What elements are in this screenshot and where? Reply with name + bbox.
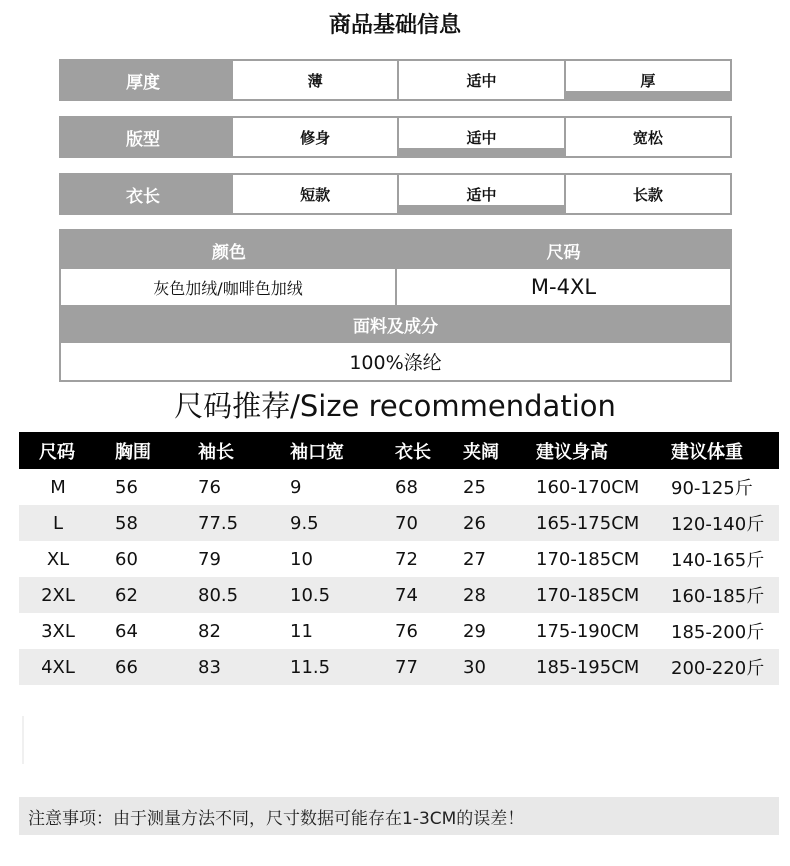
table-cell: 82 — [198, 620, 221, 642]
size-label: 尺码 — [546, 242, 581, 263]
table-cell: 4XL — [41, 656, 75, 678]
attr-option: 短款 — [233, 175, 397, 213]
attr-row-length — [59, 173, 732, 215]
table-cell: 68 — [395, 476, 418, 498]
size-value: M-4XL — [530, 275, 597, 299]
table-cell: 140-165斤 — [671, 550, 765, 571]
fabric-value: 100%涤纶 — [349, 351, 442, 374]
table-cell: 9.5 — [290, 512, 319, 534]
table-cell: 11 — [290, 620, 313, 642]
table-cell: 11.5 — [290, 656, 331, 678]
info-header — [61, 231, 730, 269]
table-cell: 10 — [290, 548, 313, 570]
info-values — [61, 269, 730, 305]
info-block — [59, 229, 732, 382]
table-cell: 29 — [463, 620, 486, 642]
table-cell: 200-220斤 — [671, 658, 765, 679]
table-cell: 30 — [463, 656, 486, 678]
attr-row-thickness — [59, 59, 732, 101]
table-cell: 77 — [395, 656, 418, 678]
fabric-values — [61, 343, 730, 379]
attr-option-selected: 适中 — [399, 118, 563, 156]
attr-option-selected: 厚 — [566, 61, 730, 99]
header-cell: 尺码 — [39, 441, 75, 463]
table-cell: 185-200斤 — [671, 622, 765, 643]
table-cell: 77.5 — [198, 512, 239, 534]
table-cell: 170-185CM — [536, 548, 640, 570]
table-row — [19, 541, 779, 577]
table-cell: 27 — [463, 548, 486, 570]
attr-label: 衣长 — [61, 175, 231, 213]
attr-label: 厚度 — [61, 61, 231, 99]
table-cell: 70 — [395, 512, 418, 534]
table-cell: L — [52, 512, 64, 534]
table-cell: 74 — [395, 584, 418, 606]
table-cell: 9 — [290, 476, 302, 498]
table-cell: 72 — [395, 548, 418, 570]
table-cell: 90-125斤 — [671, 478, 753, 499]
header-cell: 建议体重 — [671, 441, 743, 463]
table-row — [19, 505, 779, 541]
table-cell: 56 — [115, 476, 138, 498]
table-cell: 185-195CM — [536, 656, 640, 678]
table-cell: 165-175CM — [536, 512, 640, 534]
table-cell: 58 — [115, 512, 138, 534]
header-cell: 袖口宽 — [290, 441, 344, 463]
table-cell: 60 — [115, 548, 138, 570]
table-cell: M — [50, 476, 66, 498]
header-cell: 衣长 — [395, 441, 431, 463]
fabric-label: 面料及成分 — [353, 316, 438, 337]
table-cell: 25 — [463, 476, 486, 498]
color-value: 灰色加绒/咖啡色加绒 — [61, 269, 397, 305]
size-table-header — [19, 432, 779, 469]
header-cell: 胸围 — [115, 441, 151, 463]
table-cell: 160-170CM — [536, 476, 640, 498]
attr-row-fit — [59, 116, 732, 158]
table-row — [19, 469, 779, 505]
table-cell: 160-185斤 — [671, 586, 765, 607]
table-row — [19, 577, 779, 613]
table-cell: 76 — [395, 620, 418, 642]
page-title: 商品基础信息 — [328, 13, 461, 38]
table-row — [19, 613, 779, 649]
attr-option: 薄 — [233, 61, 397, 99]
header-cell: 袖长 — [198, 441, 234, 463]
table-cell: 28 — [463, 584, 486, 606]
table-cell: 76 — [198, 476, 221, 498]
table-cell: 79 — [198, 548, 221, 570]
size-recommendation-title: 尺码推荐/Size recommendation — [174, 389, 616, 423]
table-cell: 62 — [115, 584, 138, 606]
color-label: 颜色 — [212, 242, 246, 263]
table-cell: 26 — [463, 512, 486, 534]
table-cell: 2XL — [41, 584, 75, 606]
table-cell: 10.5 — [290, 584, 331, 606]
table-cell: 120-140斤 — [671, 514, 765, 535]
divider — [22, 716, 24, 764]
table-cell: 66 — [115, 656, 138, 678]
fabric-header — [61, 305, 730, 343]
note-bar — [19, 797, 779, 835]
table-cell: 175-190CM — [536, 620, 640, 642]
table-cell: 170-185CM — [536, 584, 640, 606]
table-cell: XL — [46, 548, 70, 570]
attr-option: 长款 — [566, 175, 730, 213]
note-text: 注意事项：由于测量方法不同，尺寸数据可能存在1-3CM的误差！ — [28, 808, 525, 829]
table-cell: 3XL — [41, 620, 75, 642]
attr-option-selected: 适中 — [399, 175, 563, 213]
table-cell: 80.5 — [198, 584, 239, 606]
table-cell: 83 — [198, 656, 221, 678]
attr-option: 适中 — [399, 61, 563, 99]
header-cell: 夹阔 — [463, 441, 499, 463]
table-row — [19, 649, 779, 685]
header-cell: 建议身高 — [536, 441, 608, 463]
attr-option: 修身 — [233, 118, 397, 156]
size-table — [19, 432, 779, 685]
attr-label: 版型 — [61, 118, 231, 156]
attr-option: 宽松 — [566, 118, 730, 156]
table-cell: 64 — [115, 620, 138, 642]
